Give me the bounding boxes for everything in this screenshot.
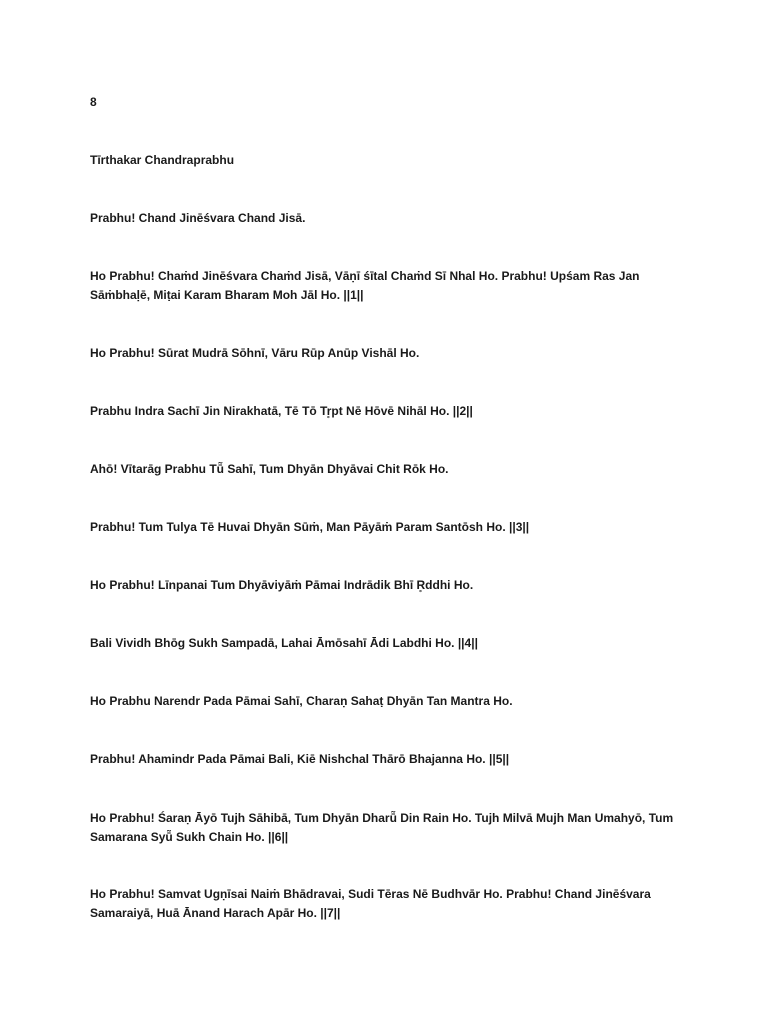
verse-line: Prabhu! Tum Tulya Tē Huvai Dhyān Sūṁ, Man Pāyāṁ Param Santōsh Ho. ||3|| <box>90 520 530 534</box>
verse-line: Ho Prabhu Narendr Pada Pāmai Sahī, Charaṇ Sahaṭ Dhyān Tan Mantra Ho. <box>90 694 513 708</box>
page-number: 8 <box>90 95 97 109</box>
verse-line: Ho Prabhu! Śaraṇ Āyō Tujh Sāhibā, Tum Dhyān Dharū̃ Din Rain Ho. Tujh Milvā Mujh Man Umahyō, Tum Samarana Syū̃ Sukh Chain Ho. ||6|| <box>90 811 674 844</box>
verse-line: Bali Vividh Bhōg Sukh Sampadā, Lahai Āmōsahī Ādi Labdhi Ho. ||4|| <box>90 636 478 650</box>
document-title: Tīrthakar Chandraprabhu <box>90 153 235 167</box>
verse-line: Prabhu! Chand Jinēśvara Chand Jisā. <box>90 211 306 225</box>
verse-line: Prabhu! Ahamindr Pada Pāmai Bali, Kiē Nishchal Thārō Bhajanna Ho. ||5|| <box>90 752 510 766</box>
verse-line: Prabhu Indra Sachī Jin Nirakhatā, Tē Tō Tr̥pt Nē Hōvē Nihāl Ho. ||2|| <box>90 404 473 418</box>
verse-line: Ho Prabhu! Chaṁd Jinēśvara Chaṁd Jisā, Vāṇī śītal Chaṁd Sī Nhal Ho. Prabhu! Upśam Ras Jan Sāṁbhaḷē, Miṭai Karam Bharam Moh Jāl Ho. ||1|| <box>90 269 640 302</box>
verse-line: Ho Prabhu! Līnpanai Tum Dhyāviyāṁ Pāmai Indrādik Bhī R̥ddhi Ho. <box>90 578 474 592</box>
verse-line: Ahō! Vītarāg Prabhu Tū̃ Sahī, Tum Dhyān Dhyāvai Chit Rōk Ho. <box>90 462 449 476</box>
verse-line: Ho Prabhu! Sūrat Mudrā Sōhnī, Vāru Rūp Anūp Vishāl Ho. <box>90 346 420 360</box>
verse-line: Ho Prabhu! Samvat Ugṇīsai Naiṁ Bhādravai, Sudi Tēras Nē Budhvār Ho. Prabhu! Chand Jinēśvara Samaraiyā, Huā Ānand Harach Apār Ho. ||7|| <box>90 887 651 920</box>
